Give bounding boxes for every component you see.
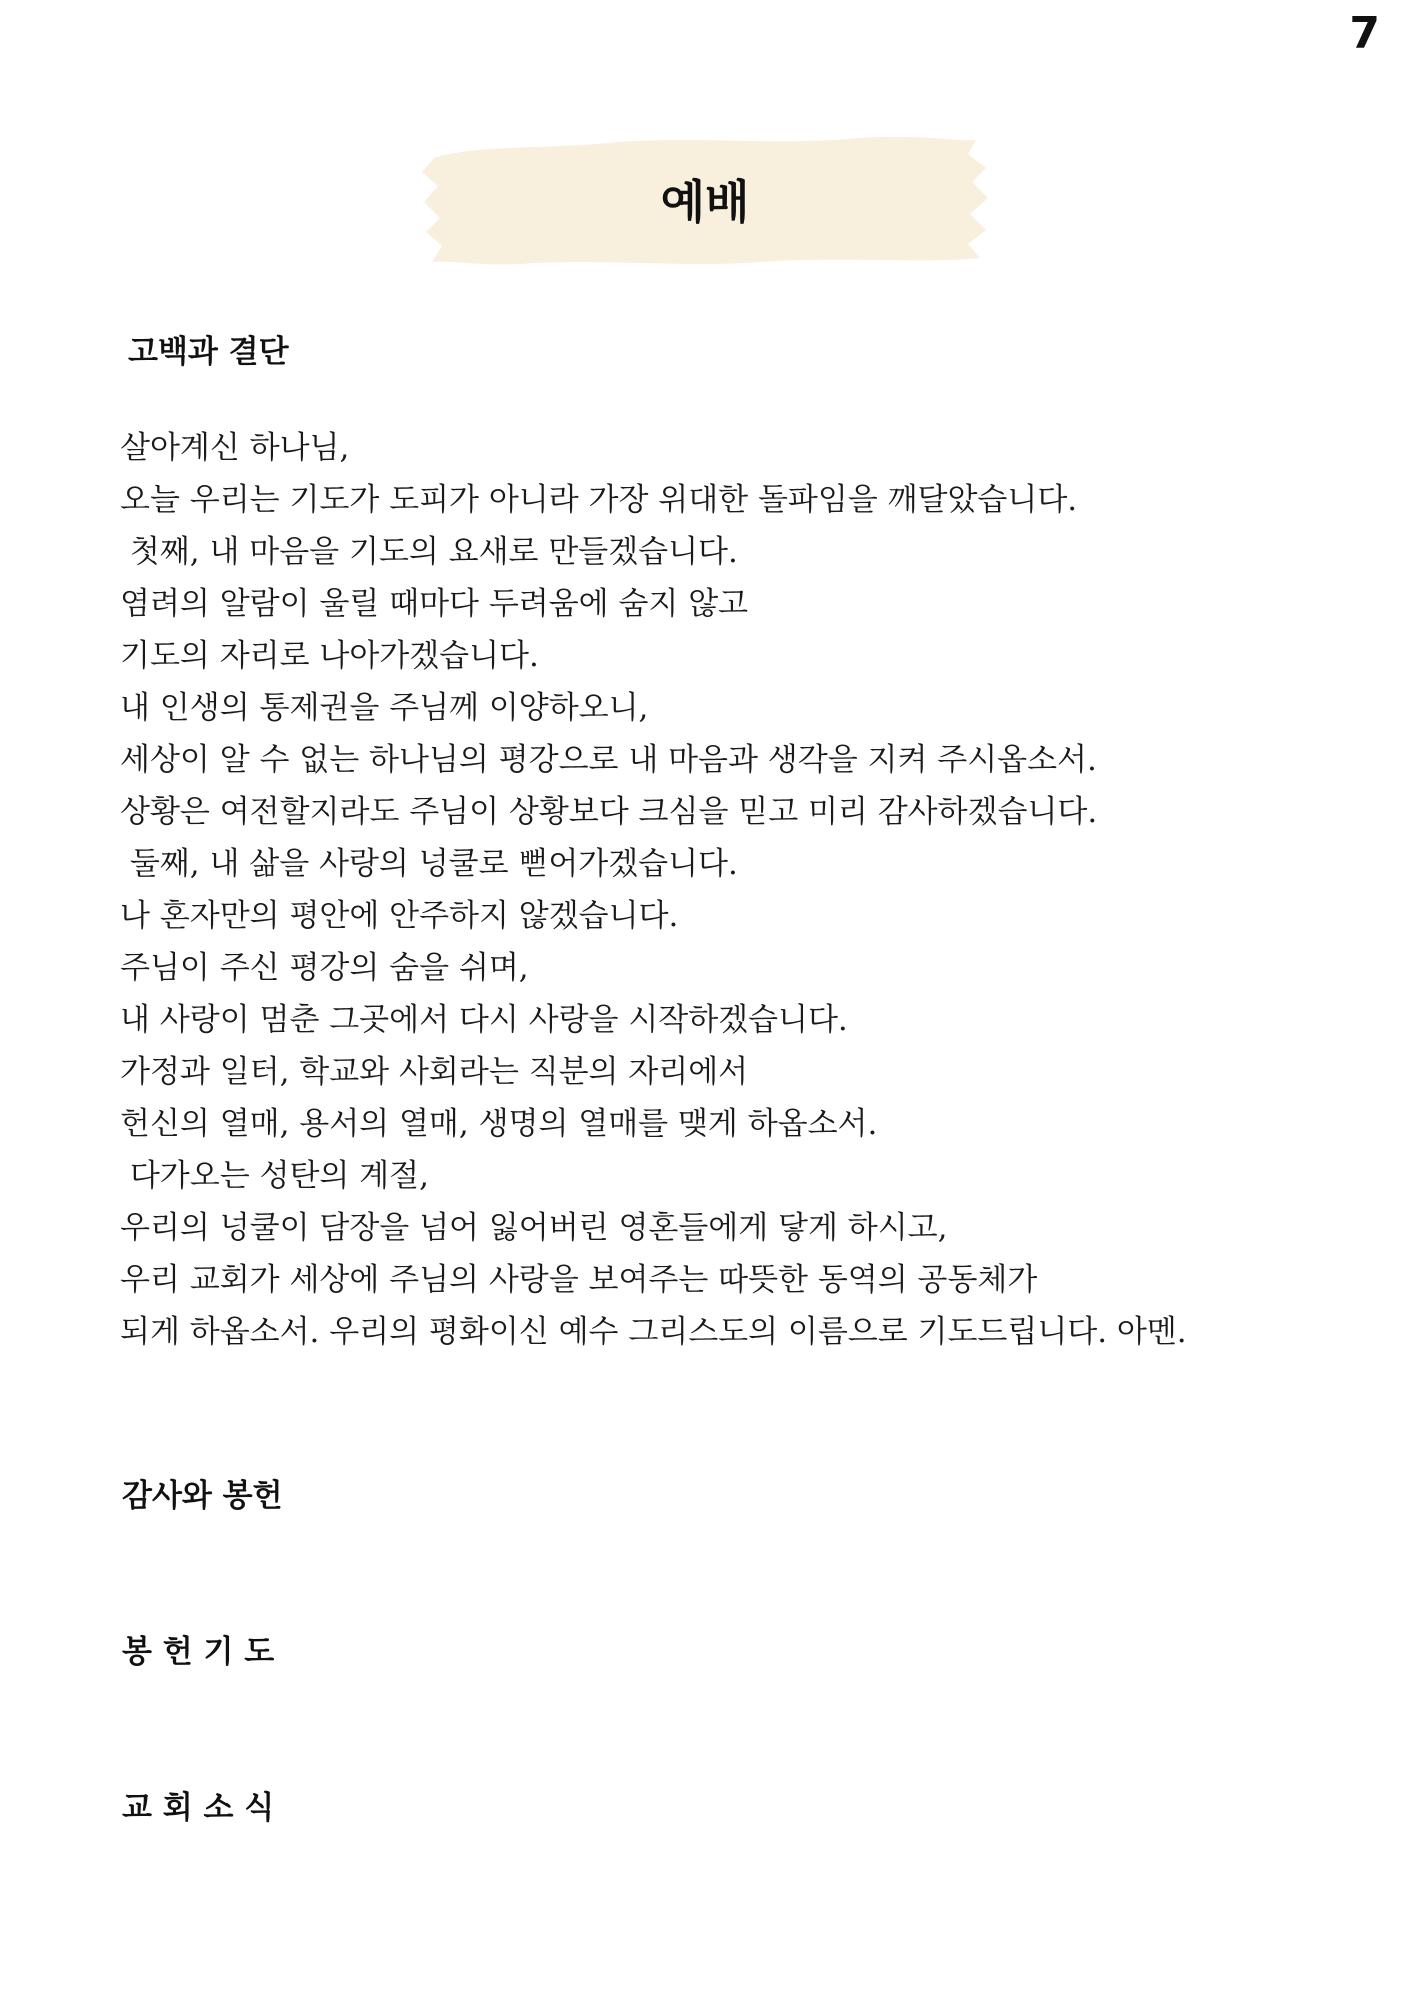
prayer-line: 기도의 자리로 나아가겠습니다. xyxy=(120,638,539,674)
heading-confession: 고백과 결단 xyxy=(128,334,289,370)
prayer-line: 되게 하옵소서. 우리의 평화이신 예수 그리스도의 이름으로 기도드립니다. 아멘. xyxy=(120,1314,1187,1350)
heading-offering-prayer: 봉 헌 기 도 xyxy=(122,1634,275,1670)
title-banner xyxy=(420,128,990,270)
heading-offering: 감사와 봉헌 xyxy=(122,1478,283,1514)
prayer-line: 나 혼자만의 평안에 안주하지 않겠습니다. xyxy=(120,898,679,934)
prayer-line: 우리 교회가 세상에 주님의 사랑을 보여주는 따뜻한 동역의 공동체가 xyxy=(120,1262,1038,1298)
prayer-line: 헌신의 열매, 용서의 열매, 생명의 열매를 맺게 하옵소서. xyxy=(120,1106,878,1142)
prayer-line: 우리의 넝쿨이 담장을 넘어 잃어버린 영혼들에게 닿게 하시고, xyxy=(120,1210,948,1246)
prayer-line: 내 인생의 통제권을 주님께 이양하오니, xyxy=(120,690,649,726)
prayer-line: 염려의 알람이 울릴 때마다 두려움에 숨지 않고 xyxy=(120,586,749,622)
prayer-line: 다가오는 성탄의 계절, xyxy=(120,1158,429,1194)
prayer-line: 둘째, 내 삶을 사랑의 넝쿨로 뻗어가겠습니다. xyxy=(120,846,738,882)
prayer-line: 세상이 알 수 없는 하나님의 평강으로 내 마음과 생각을 지켜 주시옵소서. xyxy=(120,742,1097,778)
page-title: 예배 xyxy=(660,175,750,229)
prayer-text xyxy=(120,422,1340,1358)
page-number: 7 xyxy=(1349,8,1380,59)
prayer-line: 첫째, 내 마음을 기도의 요새로 만들겠습니다. xyxy=(120,534,738,570)
prayer-line: 내 사랑이 멈춘 그곳에서 다시 사랑을 시작하겠습니다. xyxy=(120,1002,848,1038)
heading-church-news: 교 회 소 식 xyxy=(122,1790,275,1826)
prayer-line: 상황은 여전할지라도 주님이 상황보다 크심을 믿고 미리 감사하겠습니다. xyxy=(120,794,1098,830)
prayer-line: 주님이 주신 평강의 숨을 쉬며, xyxy=(120,950,529,986)
prayer-line: 살아계신 하나님, xyxy=(120,430,350,466)
prayer-line: 가정과 일터, 학교와 사회라는 직분의 자리에서 xyxy=(120,1054,749,1090)
prayer-line: 오늘 우리는 기도가 도피가 아니라 가장 위대한 돌파임을 깨달았습니다. xyxy=(120,482,1078,518)
